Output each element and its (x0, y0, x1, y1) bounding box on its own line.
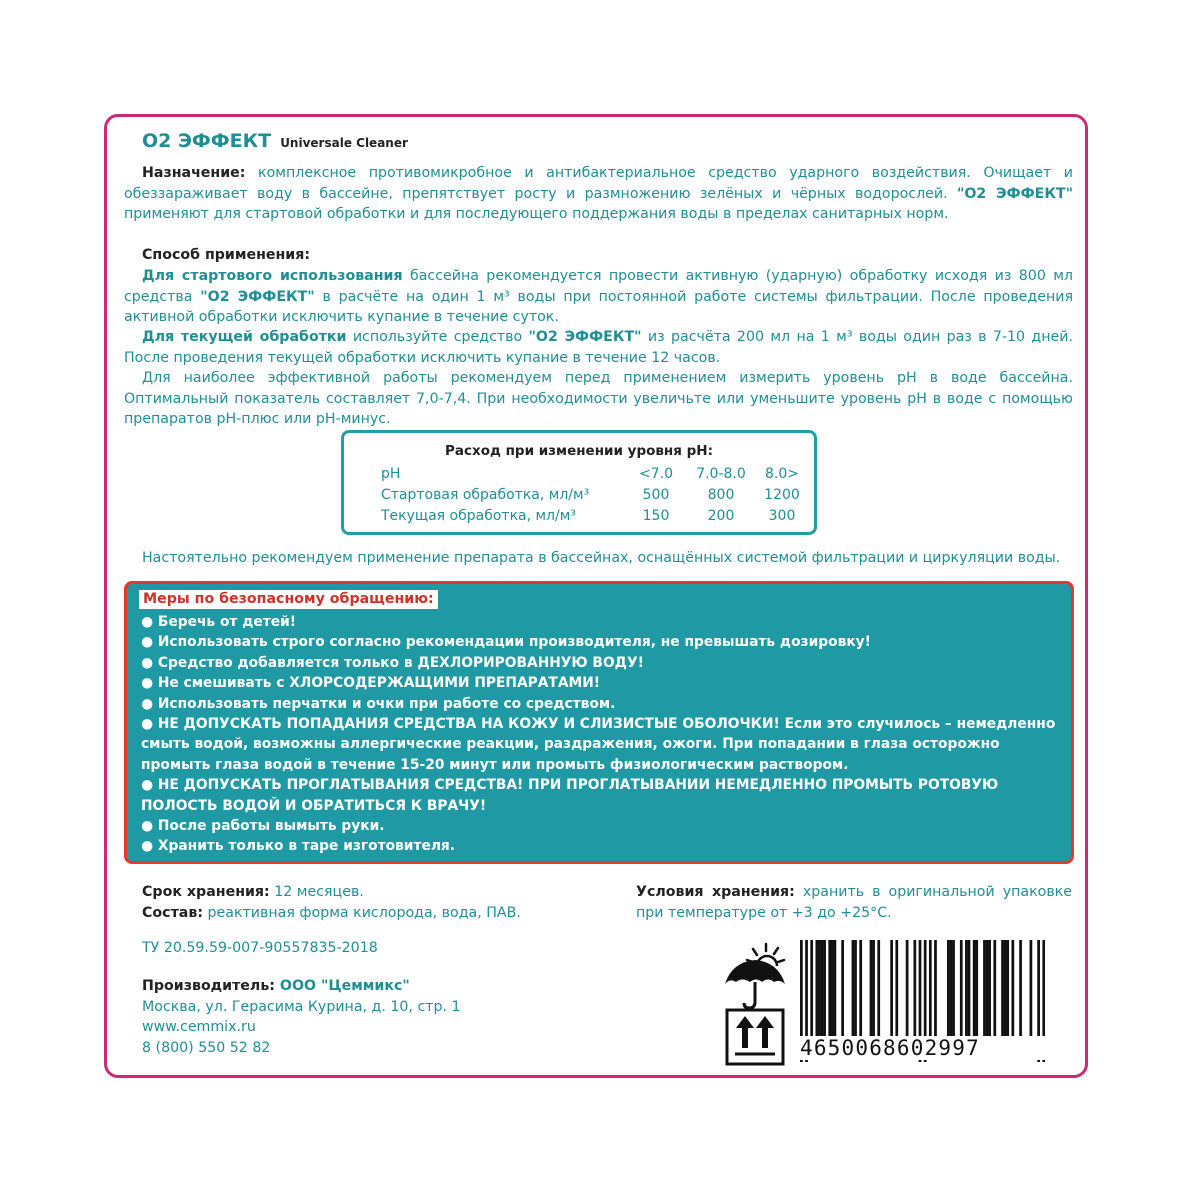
manufacturer-website: www.cemmix.ru (142, 1019, 256, 1035)
start-usage-label: Для стартового использования (142, 268, 403, 284)
current-usage-text-1: используйте средство (346, 329, 529, 345)
composition (142, 903, 521, 924)
purpose-brand: "О2 ЭФФЕКТ" (956, 185, 1073, 202)
barcode-bar (890, 940, 893, 1036)
barcode-bar (828, 940, 831, 1036)
safety-measures-box (124, 581, 1074, 864)
ph-cell: 1200 (764, 487, 800, 503)
barcode-bar (870, 940, 873, 1036)
barcode-bar (823, 940, 826, 1036)
purpose-label: Назначение: (142, 165, 246, 181)
current-usage-text-2: из расчёта 200 мл на 1 м³ воды один раз в 7-10 дней. После проведения текущей обработки исключить купание в течение 12 часов. (124, 329, 1073, 366)
shelf-life-value: 12 месяцев. (269, 884, 364, 900)
brand-name: O2 ЭФФЕКТ (142, 130, 272, 152)
ph-cell: 150 (642, 508, 670, 524)
barcode-bar (968, 940, 971, 1036)
safety-title: Меры по безопасному обращению: (139, 590, 438, 609)
barcode-bar (854, 940, 857, 1036)
manufacturer (142, 976, 410, 997)
barcode-bar (950, 940, 953, 1036)
barcode-bar (872, 940, 875, 1036)
start-usage-paragraph (124, 266, 1073, 328)
product-subtitle: Universale Cleaner (280, 136, 408, 150)
barcode-bar (877, 940, 880, 1036)
barcode-bar (1011, 940, 1014, 1036)
barcode-bar (993, 940, 996, 1036)
barcode-bar (947, 940, 950, 1036)
purpose-text-1: комплексное противомикробное и антибактериальное средство ударного воздействия. Очищает и обеззараживает воду в бассейне, препятствует росту и размножению зелёных и чёрных водорослей. (124, 165, 1073, 202)
barcode-bar (831, 940, 834, 1036)
barcode-bar (1019, 940, 1022, 1036)
barcode-bar (818, 940, 821, 1036)
barcode-bar (1030, 940, 1033, 1036)
ph-row-label: Текущая обработка, мл/м³ (381, 508, 576, 524)
barcode-bar (973, 940, 976, 1036)
ph-header-cell: <7.0 (639, 466, 673, 482)
manufacturer-phone: 8 (800) 550 52 82 (142, 1040, 271, 1056)
barcode-bar (852, 940, 855, 1036)
barcode-bar (859, 940, 862, 1036)
storage-value: хранить в оригинальной упаковке при температуре от +3 до +25°С. (636, 884, 1072, 921)
start-usage-brand: "О2 ЭФФЕКТ" (200, 288, 315, 305)
shelf-life (142, 882, 364, 903)
safety-item: ● Использовать перчатки и очки при работе со средством. (141, 695, 616, 712)
recommendation-text: Настоятельно рекомендуем применение препарата в бассейнах, оснащённых системой фильтрации и циркуляции воды. (142, 550, 1061, 566)
safety-item: ● После работы вымыть руки. (141, 818, 385, 835)
barcode-bar (929, 940, 932, 1036)
barcode-bar (906, 940, 909, 1036)
barcode-bar (934, 940, 937, 1036)
safety-item: ● Не смешивать с ХЛОРСОДЕРЖАЩИМИ ПРЕПАРАТАМИ! (141, 675, 601, 692)
manufacturer-label: Производитель: (142, 978, 275, 994)
barcode-bar (841, 940, 844, 1036)
barcode-number: 4650068602997 (800, 1036, 1045, 1060)
barcode-bar (834, 940, 837, 1036)
usage-heading: Способ применения: (142, 247, 311, 263)
ph-row-label: Стартовая обработка, мл/м³ (381, 487, 590, 503)
barcode-bar (960, 940, 963, 1036)
ph-cell: 800 (707, 487, 735, 503)
ph-cell: 300 (768, 508, 796, 524)
manufacturer-name: ООО "Цеммикс" (274, 978, 410, 994)
ph-cell: 500 (642, 487, 670, 503)
safety-item: ● Хранить только в таре изготовителя. (141, 838, 456, 855)
ph-note-paragraph: Для наиболее эффективной работы рекомендуем перед применением измерить уровень pH в воде бассейна. Оптимальный показатель составляет 7,0-7,4. При необходимости увеличьте или уменьшите уровень pH в воде с помощью препаратов pH-плюс или pH-минус. (124, 370, 1073, 427)
ph-cell: 200 (707, 508, 735, 524)
product-title (142, 130, 408, 152)
safety-item: ● Средство добавляется только в ДЕХЛОРИРОВАННУЮ ВОДУ! (141, 654, 644, 671)
barcode-bar (988, 940, 991, 1036)
safety-list (141, 612, 1059, 857)
safety-item: ● НЕ ДОПУСКАТЬ ПОПАДАНИЯ СРЕДСТВА НА КОЖУ И СЛИЗИСТЫЕ ОБОЛОЧКИ! Если это случилось – немедленно смыть водой, возможны аллергические реакции, раздражения, ожоги. При попадании в глаза осторожно промыть глаза водой в течение 15-20 минут или промыть физиологическим раствором. (141, 716, 1056, 773)
ph-header-cell: pH (381, 466, 401, 482)
ph-header-cell: 7.0-8.0 (696, 466, 746, 482)
current-usage-brand: "О2 ЭФФЕКТ" (528, 329, 642, 345)
barcode-bar (815, 940, 818, 1036)
purpose-paragraph (124, 163, 1073, 225)
manufacturer-address: Москва, ул. Герасима Курина, д. 10, стр. 1 (142, 999, 461, 1015)
barcode-bar (1006, 940, 1009, 1036)
shelf-life-label: Срок хранения: (142, 884, 270, 900)
ph-header-cell: 8.0> (765, 466, 799, 482)
barcode-bar (975, 940, 978, 1036)
start-usage-text-1: бассейна рекомендуется провести активную (ударную) обработку исходя из 800 мл средства (124, 268, 1073, 305)
barcode-bar (1004, 940, 1007, 1036)
current-usage-label: Для текущей обработки (142, 329, 347, 345)
safety-item: ● Использовать строго согласно рекомендации производителя, не превышать дозировку! (141, 634, 871, 651)
technical-standard: ТУ 20.59.59-007-90557835-2018 (142, 940, 378, 956)
this-way-up-arrows-icon (725, 1008, 785, 1066)
current-usage-paragraph (124, 327, 1073, 368)
ph-table-title: Расход при изменении уровня pH: (444, 443, 713, 459)
barcode-bar (810, 940, 813, 1036)
safety-item: ● НЕ ДОПУСКАТЬ ПРОГЛАТЫВАНИЯ СРЕДСТВА! ПРИ ПРОГЛАТЫВАНИИ НЕМЕДЛЕННО ПРОМЫТЬ РОТОВУЮ ПОЛОСТЬ ВОДОЙ И ОБРАТИТЬСЯ К ВРАЧУ! (141, 777, 999, 814)
composition-label: Состав: (142, 905, 204, 921)
barcode-bar (913, 940, 916, 1036)
barcode-bar (1001, 940, 1004, 1036)
barcode-bar (965, 940, 968, 1036)
barcode-bar (986, 940, 989, 1036)
barcode-bar (952, 940, 955, 1036)
composition-value: реактивная форма кислорода, вода, ПАВ. (203, 905, 521, 921)
safety-item: ● Беречь от детей! (141, 614, 297, 630)
barcode-bar (895, 940, 898, 1036)
start-usage-text-2: в расчёте на один 1 м³ воды при постоянной работе системы фильтрации. После проведения активной обработки исключить купание в течение суток. (124, 288, 1073, 325)
ph-consumption-table (341, 430, 817, 535)
barcode-bar (821, 940, 824, 1036)
storage-label: Условия хранения: (636, 884, 795, 900)
storage-conditions (636, 882, 1072, 923)
purpose-text-2: применяют для стартовой обработки и для последующего поддержания воды в пределах санитарных норм. (124, 206, 949, 222)
barcode-bar (983, 940, 986, 1036)
